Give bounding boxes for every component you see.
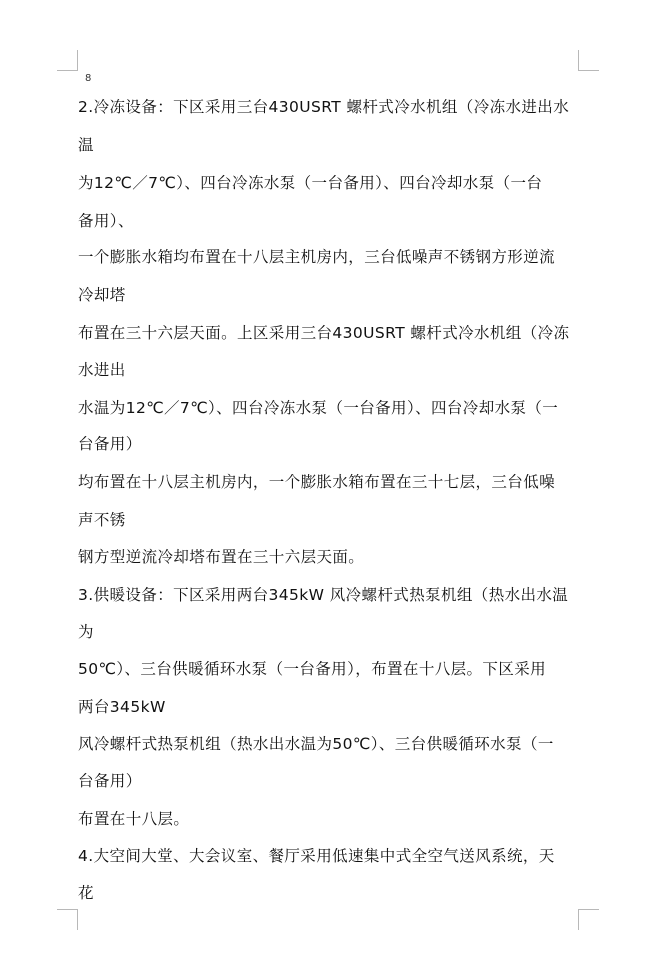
text-line: 一个膨胀水箱均布置在十八层主机房内，三台低噪声不锈钢方形逆流: [78, 248, 556, 266]
text-line: 台备用）: [78, 772, 142, 790]
text-line: 风冷螺杆式热泵机组（热水出水温为50℃）、三台供暖循环水泵（一: [78, 735, 554, 753]
text-line: 冷却塔: [78, 286, 126, 304]
text-line: 为: [78, 623, 94, 641]
text-line: 花: [78, 884, 94, 902]
crop-mark-bottom-right: [578, 909, 599, 930]
text-line: 2.冷冻设备：下区采用三台430USRT 螺杆式冷水机组（冷冻水进出水: [78, 98, 570, 116]
page-number: 8: [85, 73, 92, 84]
text-line: 4.大空间大堂、大会议室、餐厅采用低速集中式全空气送风系统，天: [78, 847, 555, 865]
text-line: 水进出: [78, 361, 126, 379]
text-line: 均布置在十八层主机房内，一个膨胀水箱布置在三十七层，三台低噪: [78, 473, 556, 491]
text-line: 50℃）、三台供暖循环水泵（一台备用），布置在十八层。下区采用: [78, 660, 547, 678]
crop-mark-top-left: [57, 50, 78, 71]
text-line: 备用）、: [78, 212, 134, 230]
text-line: 台备用）: [78, 435, 142, 453]
text-line: 3.供暖设备：下区采用两台345kW 风冷螺杆式热泵机组（热水出水温: [78, 586, 569, 604]
crop-mark-bottom-left: [57, 909, 78, 930]
text-line: 布置在十八层。: [78, 810, 190, 828]
text-line: 钢方型逆流冷却塔布置在三十六层天面。: [78, 548, 365, 566]
text-line: 声不锈: [78, 511, 126, 529]
text-line: 两台345kW: [78, 698, 166, 716]
text-line: 为12℃／7℃）、四台冷冻水泵（一台备用）、四台冷却水泵（一台: [78, 174, 543, 192]
text-line: 水温为12℃／7℃）、四台冷冻水泵（一台备用）、四台冷却水泵（一: [78, 399, 559, 417]
text-line: 布置在三十六层天面。上区采用三台430USRT 螺杆式冷水机组（冷冻: [78, 324, 570, 342]
text-line: 温: [78, 136, 94, 154]
crop-mark-top-right: [578, 50, 599, 71]
